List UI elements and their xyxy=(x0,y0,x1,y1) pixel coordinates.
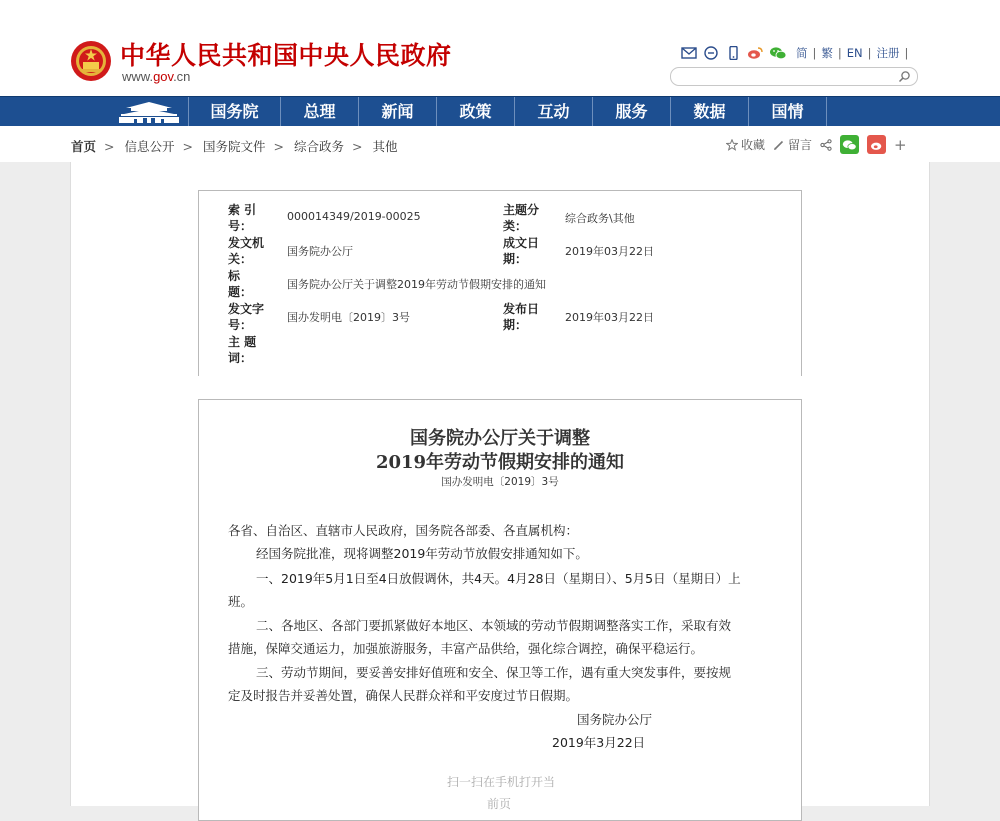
current-page-label: 前页 xyxy=(487,797,512,811)
breadcrumb-general-affairs[interactable]: 综合政务 xyxy=(294,139,345,154)
separator: | xyxy=(904,46,909,60)
separator: | xyxy=(867,46,872,60)
keywords-label: 主 题 词： xyxy=(228,335,257,365)
pencil-icon xyxy=(773,139,785,151)
paragraph-2-line1: 一、2019年5月1日至4日放假调休，共4天。4月28日（星期日）、5月5日（星期日）上 xyxy=(256,571,741,586)
search-input[interactable] xyxy=(670,67,918,86)
simplified-chinese-link[interactable]: 简 xyxy=(796,46,808,60)
paragraph-4-line2: 定及时报告并妥善处置，确保人民群众祥和平安度过节日假期。 xyxy=(228,688,579,703)
title-label: 标 题： xyxy=(228,269,253,299)
paragraph-2-line2: 班。 xyxy=(228,594,254,609)
paragraph-3-line1: 二、各地区、各部门要抓紧做好本地区、本领域的劳动节假期调整落实工作，采取有效 xyxy=(256,618,732,633)
index-label: 索 引 号： xyxy=(228,203,257,233)
issuer-label: 发文机 关： xyxy=(228,236,265,266)
comment-button[interactable] xyxy=(773,136,812,153)
issuer-value: 国务院办公厅 xyxy=(287,245,353,258)
mobile-icon[interactable] xyxy=(725,46,741,60)
mobile-scan-hint[interactable]: 扫一扫在手机打开当 xyxy=(447,775,556,789)
created-date-value: 2019年03月22日 xyxy=(565,245,654,258)
breadcrumb-home[interactable]: 首页 xyxy=(71,139,97,154)
article-actions xyxy=(726,135,907,154)
topic-label: 主题分 类： xyxy=(503,203,540,233)
weibo-icon xyxy=(870,139,884,151)
topic-value: 综合政务\其他 xyxy=(565,212,635,225)
separator: | xyxy=(837,46,842,60)
created-date-label: 成文日 期： xyxy=(503,236,540,266)
breadcrumb-separator: > xyxy=(273,138,284,154)
nav-item-premier[interactable]: 总理 xyxy=(281,97,359,127)
mail-icon[interactable] xyxy=(681,46,697,60)
tiananmen-gate-icon xyxy=(110,97,188,127)
signature: 国务院办公厅 xyxy=(577,712,653,727)
site-title[interactable]: 中华人民共和国中央人民政府 xyxy=(120,41,452,70)
favorite-button[interactable] xyxy=(726,136,765,153)
wechat-icon xyxy=(842,139,857,151)
domain-highlight: gov xyxy=(153,69,174,84)
comment-icon[interactable] xyxy=(703,46,719,60)
doc-number-value: 国办发明电〔2019〕3号 xyxy=(287,311,410,324)
nav-item-services[interactable]: 服务 xyxy=(593,97,671,127)
wechat-icon[interactable] xyxy=(769,46,787,60)
share-icon[interactable] xyxy=(820,139,832,151)
national-emblem-icon[interactable] xyxy=(70,40,112,82)
paragraph-1: 经国务院批准，现将调整2019年劳动节放假安排通知如下。 xyxy=(256,546,588,561)
weibo-icon[interactable] xyxy=(747,46,763,60)
separator: | xyxy=(812,46,817,60)
breadcrumb xyxy=(71,137,406,155)
search-icon[interactable] xyxy=(898,70,911,83)
breadcrumb-separator: > xyxy=(182,138,193,154)
doc-number-label: 发文字 号： xyxy=(228,302,265,332)
register-link[interactable]: 注册 xyxy=(876,46,900,60)
breadcrumb-bar xyxy=(0,126,1000,162)
nav-home-button[interactable] xyxy=(110,97,189,127)
nav-item-interaction[interactable]: 互动 xyxy=(515,97,593,127)
document-title-line1: 国务院办公厅关于调整 xyxy=(410,428,590,449)
salutation: 各省、自治区、直辖市人民政府，国务院各部委、各直属机构： xyxy=(228,523,579,538)
paragraph-4-line1: 三、劳动节期间，要妥善安排好值班和安全、保卫等工作，遇有重大突发事件，要按规 xyxy=(256,665,732,680)
more-share-button[interactable]: + xyxy=(894,135,907,154)
published-date-value: 2019年03月22日 xyxy=(565,311,654,324)
document-body xyxy=(198,399,802,821)
nav-item-state-council[interactable]: 国务院 xyxy=(189,97,281,127)
index-value: 000014349/2019-00025 xyxy=(287,210,421,223)
traditional-chinese-link[interactable]: 繁 xyxy=(821,46,833,60)
domain-suffix: .cn xyxy=(173,69,191,84)
site-domain xyxy=(122,69,190,84)
nav-item-news[interactable]: 新闻 xyxy=(359,97,437,127)
paragraph-3-line2: 措施，保障交通运力，加强旅游服务，丰富产品供给，强化综合调控，确保平稳运行。 xyxy=(228,641,704,656)
wechat-share-button[interactable] xyxy=(840,135,859,154)
domain-prefix: www. xyxy=(122,69,154,84)
document-number: 国办发明电〔2019〕3号 xyxy=(441,476,559,488)
main-navigation xyxy=(0,96,1000,127)
nav-item-national-info[interactable]: 国情 xyxy=(749,97,827,127)
breadcrumb-state-council-docs[interactable]: 国务院文件 xyxy=(203,139,266,154)
favorite-label: 收藏 xyxy=(741,138,766,152)
document-metadata-table xyxy=(198,190,802,376)
english-link[interactable]: EN xyxy=(846,46,863,60)
weibo-share-button[interactable] xyxy=(867,135,886,154)
breadcrumb-other[interactable]: 其他 xyxy=(372,139,398,154)
header-tools xyxy=(681,45,910,61)
star-icon xyxy=(726,139,738,151)
published-date-label: 发布日 期： xyxy=(503,302,540,332)
document-title-line2: 2019年劳动节假期安排的通知 xyxy=(375,452,625,473)
site-header xyxy=(0,0,1000,96)
title-value: 国务院办公厅关于调整2019年劳动节假期安排的通知 xyxy=(287,278,546,291)
breadcrumb-separator: > xyxy=(352,138,363,154)
breadcrumb-separator: > xyxy=(104,138,115,154)
breadcrumb-info-disclosure[interactable]: 信息公开 xyxy=(124,139,175,154)
nav-item-policy[interactable]: 政策 xyxy=(437,97,515,127)
nav-item-data[interactable]: 数据 xyxy=(671,97,749,127)
comment-label: 留言 xyxy=(788,138,813,152)
document-date: 2019年3月22日 xyxy=(552,735,646,750)
